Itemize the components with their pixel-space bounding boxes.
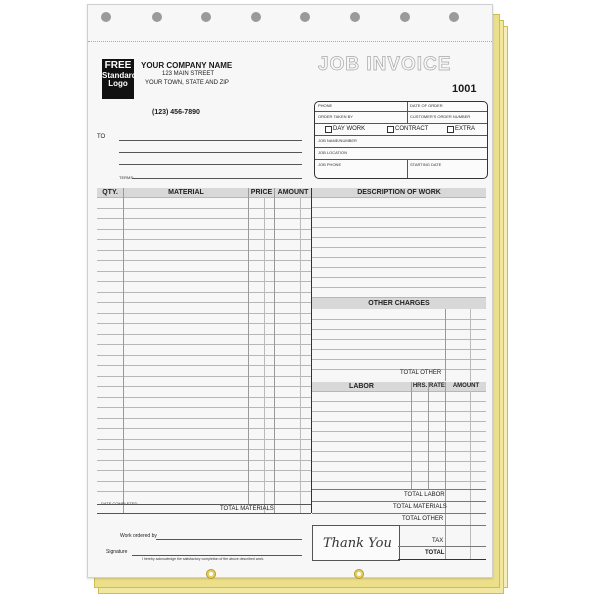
ruled-line: [312, 247, 486, 248]
qty-col-line: [123, 188, 124, 513]
ruled-line: [312, 197, 486, 198]
extra-checkbox[interactable]: [447, 126, 454, 133]
hrs-header: HRS.: [412, 383, 428, 389]
ruled-line: [97, 470, 311, 471]
total-labor-label: TOTAL LABOR: [404, 492, 445, 498]
logo-line-3: Logo: [108, 79, 128, 88]
work-ordered-by-line: [156, 539, 302, 540]
hrs-col: [411, 382, 412, 489]
ruled-line: [97, 491, 311, 492]
day-work-label: DAY WORK: [333, 126, 366, 132]
order-col-line: [407, 102, 408, 123]
rate-col: [428, 382, 429, 489]
ruled-line: [97, 218, 311, 219]
signature-line: [132, 555, 302, 556]
ruled-line: [97, 355, 311, 356]
ruled-line: [97, 397, 311, 398]
ruled-line: [97, 313, 311, 314]
extra-label: EXTRA: [455, 126, 476, 132]
order-row-line: [315, 159, 487, 160]
ruled-line: [97, 292, 311, 293]
company-street: 123 MAIN STREET: [162, 71, 215, 77]
binder-hole: [350, 12, 360, 22]
totals-line: [312, 501, 486, 502]
date-of-order-label: DATE OF ORDER: [410, 103, 443, 108]
date-completed-label: DATE COMPLETED: [101, 501, 138, 506]
ruled-line: [97, 302, 311, 303]
logo-line-1: FREE: [104, 60, 132, 71]
day-work-checkbox[interactable]: [325, 126, 332, 133]
amount-cents-line: [300, 197, 301, 513]
to-line: [119, 140, 302, 141]
totals-line: [398, 546, 486, 547]
labor-amount-col: [445, 382, 446, 559]
ruled-line: [312, 257, 486, 258]
ruled-line: [312, 471, 486, 472]
ruled-line: [312, 441, 486, 442]
total-label: TOTAL: [425, 550, 445, 556]
to-line: [119, 164, 302, 165]
totals-line: [312, 489, 486, 490]
ruled-line: [97, 281, 311, 282]
company-name: YOUR COMPANY NAME: [141, 61, 233, 70]
ruled-line: [312, 319, 486, 320]
binder-hole: [101, 12, 111, 22]
company-phone: (123) 456-7890: [152, 109, 200, 116]
contract-label: CONTRACT: [395, 126, 429, 132]
order-row-line: [315, 123, 487, 124]
thank-you-box: [312, 525, 400, 561]
total-other-summary-label: TOTAL OTHER: [402, 516, 444, 522]
perforation-line: [88, 41, 492, 42]
order-info-box: [314, 101, 488, 179]
ruled-line: [97, 260, 311, 261]
ruled-line: [312, 287, 486, 288]
ruled-line: [97, 334, 311, 335]
invoice-number: 1001: [452, 83, 477, 95]
rate-header: RATE: [429, 383, 445, 389]
ruled-line: [97, 239, 311, 240]
total-materials-label-left: TOTAL MATERIALS: [220, 506, 274, 512]
order-row-line: [315, 147, 487, 148]
ruled-line: [97, 376, 311, 377]
material-col-line: [248, 188, 249, 504]
ruled-line: [312, 421, 486, 422]
material-header: MATERIAL: [124, 188, 248, 197]
ruled-line: [312, 359, 486, 360]
ruled-line: [312, 237, 486, 238]
ruled-line: [312, 217, 486, 218]
ruled-line: [97, 271, 311, 272]
ruled-line: [97, 439, 311, 440]
logo-line-2: Standard: [102, 71, 137, 80]
ruled-line: [97, 481, 311, 482]
labor-cents-col: [470, 391, 471, 559]
binder-hole: [251, 12, 261, 22]
ruled-line: [312, 431, 486, 432]
price-cents-line: [264, 197, 265, 513]
order-row-line: [315, 135, 487, 136]
ruled-line: [97, 407, 311, 408]
ruled-line: [312, 349, 486, 350]
ruled-line: [312, 411, 486, 412]
labor-amount-header: AMOUNT: [446, 382, 486, 391]
ruled-line: [97, 449, 311, 450]
ruled-line: [97, 250, 311, 251]
ruled-line: [312, 267, 486, 268]
invoice-form: [87, 4, 493, 578]
terms-label: TERMS:: [119, 175, 135, 180]
labor-header: LABOR: [312, 382, 411, 391]
other-charges-header: OTHER CHARGES: [312, 298, 486, 309]
binding-grommet: [206, 569, 216, 579]
total-materials-label: TOTAL MATERIALS: [393, 504, 447, 510]
ruled-line: [312, 277, 486, 278]
ruled-line: [312, 401, 486, 402]
description-of-work-header: DESCRIPTION OF WORK: [312, 188, 486, 197]
binder-hole: [201, 12, 211, 22]
thank-you-text: Thank You: [323, 536, 392, 551]
work-ordered-by-label: Work ordered by: [120, 533, 157, 539]
ruled-line: [97, 365, 311, 366]
phone-label: PHONE: [318, 103, 333, 108]
ruled-line: [312, 339, 486, 340]
total-other-label: TOTAL OTHER: [400, 370, 442, 376]
contract-checkbox[interactable]: [387, 126, 394, 133]
ruled-line: [97, 323, 311, 324]
left-table-bottom: [97, 513, 311, 514]
ruled-line: [312, 207, 486, 208]
company-city: YOUR TOWN, STATE AND ZIP: [145, 80, 229, 86]
binding-grommet: [354, 569, 364, 579]
document-title: JOB INVOICE: [318, 54, 452, 75]
terms-line: [132, 178, 302, 179]
order-row-line: [315, 111, 487, 112]
job-name-number-label: JOB NAME/NUMBER: [318, 138, 357, 143]
logo: [102, 59, 137, 99]
job-phone-label: JOB PHONE: [318, 162, 342, 167]
price-header: PRICE: [250, 189, 273, 196]
ruled-line: [312, 329, 486, 330]
ruled-line: [97, 344, 311, 345]
binder-hole: [449, 12, 459, 22]
date-completed-line: [97, 504, 311, 505]
job-location-label: JOB LOCATION: [318, 150, 348, 155]
binder-hole: [152, 12, 162, 22]
amount-header: AMOUNT: [275, 188, 311, 197]
starting-date-label: STARTING DATE: [410, 162, 442, 167]
ruled-line: [312, 369, 486, 370]
order-col-line: [407, 159, 408, 178]
binder-hole: [300, 12, 310, 22]
ruled-line: [312, 481, 486, 482]
order-taken-by-label: ORDER TAKEN BY: [318, 114, 353, 119]
price-col-line: [274, 188, 275, 513]
tax-label: TAX: [432, 538, 444, 544]
ruled-line: [312, 461, 486, 462]
totals-line: [312, 513, 486, 514]
ruled-line: [97, 418, 311, 419]
ruled-line: [312, 451, 486, 452]
ruled-line: [312, 227, 486, 228]
ruled-line: [97, 386, 311, 387]
ruled-line: [97, 208, 311, 209]
customer-order-number-label: CUSTOMER'S ORDER NUMBER: [410, 114, 471, 119]
acknowledgement-text: I hereby acknowledge the satisfactory completion of the above described work.: [142, 557, 265, 561]
to-label: TO: [97, 134, 106, 140]
ruled-line: [97, 197, 311, 198]
ruled-line: [97, 428, 311, 429]
ruled-line: [312, 391, 486, 392]
other-amount-col: [445, 309, 446, 381]
ruled-line: [97, 229, 311, 230]
to-line: [119, 152, 302, 153]
ruled-line: [97, 460, 311, 461]
qty-header: QTY.: [97, 188, 123, 197]
totals-line: [398, 559, 486, 560]
binder-hole: [400, 12, 410, 22]
other-cents-col: [470, 309, 471, 381]
signature-label: Signature: [106, 549, 128, 555]
